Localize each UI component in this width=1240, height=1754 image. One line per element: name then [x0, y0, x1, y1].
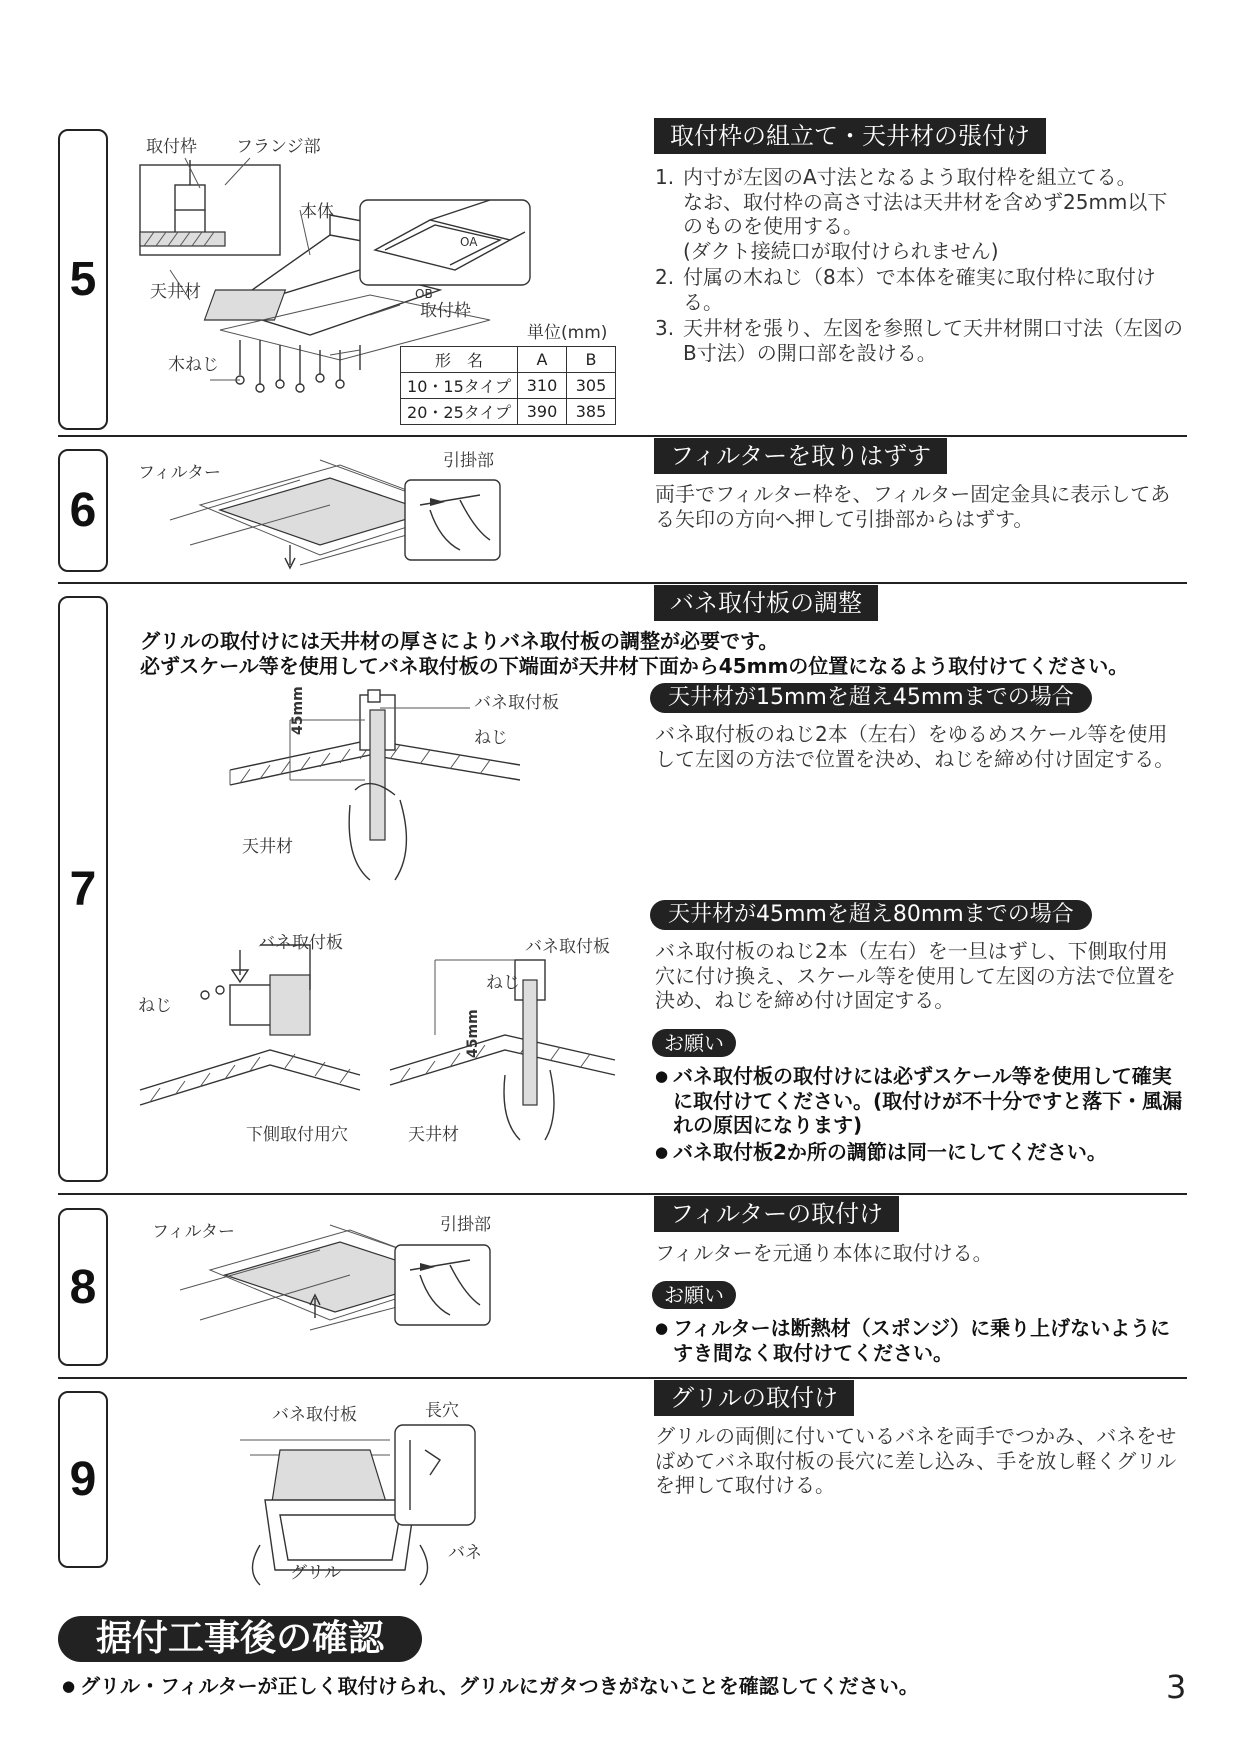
step7-note-1: ● バネ取付板の取付けには必ずスケール等を使用して確実に取付けてください。(取付けが不十分ですと落下・風漏れの原因になります)	[655, 1064, 1190, 1138]
step9-text: グリルの両側に付いているバネを両手でつかみ、バネをせばめてバネ取付板の長穴に差し込み、手を放し軽くグリルを押して取付ける。	[655, 1424, 1177, 1497]
step9-illustration	[240, 1420, 500, 1590]
table-header: B	[567, 347, 616, 373]
step-number-6: 6	[58, 449, 108, 572]
divider	[58, 435, 1187, 437]
svg-text:OB: OB	[415, 287, 433, 301]
step5-item-3: 3. 天井材を張り、左図を参照して天井材開口寸法（左図のB寸法）の開口部を設ける。	[655, 316, 1183, 365]
step5-item-1: 1. 内寸が左図のA寸法となるよう取付枠を組立てる。 なお、取付枠の高さ寸法は天井材を含めず25mm以下のものを使用する。 (ダクト接続口が取付けられません)	[655, 165, 1168, 263]
step7-title: バネ取付板の調整	[654, 585, 878, 621]
table-cell: 390	[518, 399, 567, 425]
step8-notes	[655, 1316, 1190, 1365]
case1-title: 天井材が15mmを超え45mmまでの場合	[650, 683, 1092, 713]
step6-text: 両手でフィルター枠を、フィルター固定金具に表示してある矢印の方向へ押して引掛部からはずす。	[655, 482, 1171, 531]
label-frame-2: 取付枠	[420, 301, 471, 321]
label-frame: 取付枠	[146, 137, 197, 157]
step9-title: グリルの取付け	[654, 1380, 854, 1416]
step-number-7: 7	[58, 596, 108, 1182]
label-screw-2: ねじ	[138, 996, 172, 1016]
label-spring-plate: バネ取付板	[474, 693, 559, 713]
label-ceiling: 天井材	[150, 282, 201, 302]
step8-illustration	[180, 1220, 560, 1340]
step7-notes	[655, 1064, 1190, 1164]
table-header: 形 名	[401, 347, 518, 373]
label-grille: グリル	[290, 1563, 341, 1583]
divider	[58, 1193, 1187, 1195]
table-cell: 20・25タイプ	[401, 399, 518, 425]
table-cell: 310	[518, 373, 567, 399]
step8-note: ● フィルターは断熱材（スポンジ）に乗り上げないようにすき間なく取付けてください。	[655, 1316, 1190, 1365]
table-unit: 単位(mm)	[527, 323, 608, 343]
svg-text:OA: OA	[460, 235, 478, 249]
step7-illustration-case2a	[140, 930, 380, 1130]
step8-onegai: お願い	[652, 1281, 736, 1309]
dimension-table	[400, 346, 616, 425]
label-dim-45mm-2: 45mm	[465, 1009, 481, 1058]
step-number-8: 8	[58, 1208, 108, 1366]
case2-text: バネ取付板のねじ2本（左右）を一旦はずし、下側取付用穴に付け換え、スケール等を使用して左図の方法で位置を決め、ねじを締め付け固定する。	[655, 939, 1176, 1012]
table-row	[401, 399, 616, 425]
label-body: 本体	[300, 202, 334, 222]
label-ceiling-2: 天井材	[408, 1125, 459, 1145]
label-spring-plate-3: バネ取付板	[525, 937, 610, 957]
step8-text: フィルターを元通り本体に取付ける。	[655, 1241, 993, 1265]
label-spring-plate-2: バネ取付板	[258, 933, 343, 953]
label-spring: バネ	[448, 1543, 482, 1563]
table-cell: 10・15タイプ	[401, 373, 518, 399]
label-filter: フィルター	[138, 463, 221, 483]
label-filter: フィルター	[152, 1222, 235, 1242]
step6-title: フィルターを取りはずす	[654, 438, 947, 474]
step5-item-2: 2. 付属の木ねじ（8本）で本体を確実に取付枠に取付ける。	[655, 265, 1156, 314]
divider	[58, 582, 1187, 584]
step5-instructions	[655, 165, 1185, 365]
label-hook: 引掛部	[440, 1215, 491, 1235]
page-number: 3	[1166, 1668, 1187, 1706]
final-check-note	[62, 1674, 1062, 1699]
label-ceiling: 天井材	[242, 837, 293, 857]
step7-note-2: ● バネ取付板2か所の調節は同一にしてください。	[655, 1140, 1190, 1165]
table-header: A	[518, 347, 567, 373]
label-wood-screw: 木ねじ	[168, 355, 219, 375]
step7-intro-1: グリルの取付けには天井材の厚さによりバネ取付板の調整が必要です。	[140, 629, 779, 653]
label-hook: 引掛部	[443, 451, 494, 471]
label-slot: 長穴	[425, 1401, 459, 1421]
step7-onegai: お願い	[652, 1029, 736, 1057]
step7-intro-2: 必ずスケール等を使用してバネ取付板の下端面が天井材下面から45mmの位置になるよう取付けてください。	[140, 654, 1129, 678]
table-header-row	[401, 347, 616, 373]
case2-title: 天井材が45mmを超え80mmまでの場合	[650, 900, 1092, 930]
label-dim-45mm: 45mm	[290, 686, 306, 735]
label-lower-hole: 下側取付用穴	[246, 1125, 348, 1145]
final-check-title: 据付工事後の確認	[58, 1616, 422, 1662]
step8-title: フィルターの取付け	[654, 1196, 899, 1232]
final-note: ● グリル・フィルターが正しく取付けられ、グリルにガタつきがないことを確認してください。	[62, 1674, 1062, 1699]
table-cell: 385	[567, 399, 616, 425]
table-cell: 305	[567, 373, 616, 399]
label-screw-3: ねじ	[486, 973, 520, 993]
step5-title: 取付枠の組立て・天井材の張付け	[654, 118, 1046, 154]
label-spring-plate: バネ取付板	[272, 1405, 357, 1425]
case1-text: バネ取付板のねじ2本（左右）をゆるめスケール等を使用して左図の方法で位置を決め、ねじを締め付け固定する。	[655, 722, 1175, 771]
table-row	[401, 373, 616, 399]
step-number-5: 5	[58, 129, 108, 430]
label-flange: フランジ部	[236, 137, 321, 157]
step-number-9: 9	[58, 1391, 108, 1568]
divider	[58, 1377, 1187, 1379]
label-screw: ねじ	[474, 728, 508, 748]
